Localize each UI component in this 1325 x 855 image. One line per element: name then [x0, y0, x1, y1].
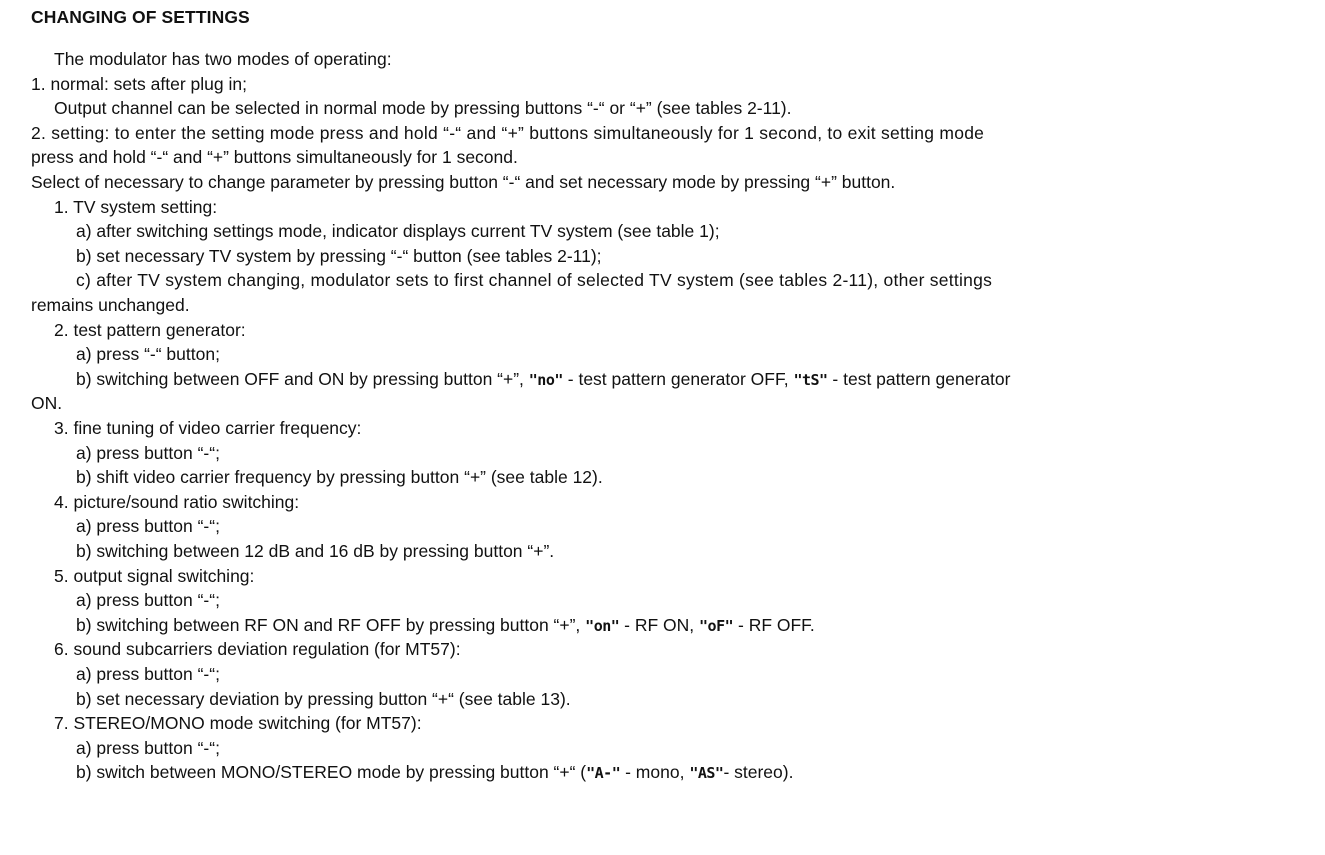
item-output-heading: 5. output signal switching:: [54, 566, 255, 586]
item-fine-tuning-heading: 3. fine tuning of video carrier frequency:: [54, 418, 362, 438]
display-code-of: "oF": [699, 617, 734, 635]
select-parameter-line: Select of necessary to change parameter by pressing button “-“ and set necessary mode by pressing “+” button.: [31, 172, 896, 192]
item-ratio-step-b: b) switching between 12 dB and 16 dB by pressing button “+”.: [76, 541, 555, 561]
item-test-pattern-heading: 2. test pattern generator:: [54, 320, 246, 340]
item-output-step-b: b) switching between RF ON and RF OFF by pressing button “+”, "on" - RF ON, "oF" - RF OFF.: [76, 615, 815, 635]
item-test-pattern-step-b-cont: ON.: [31, 393, 63, 413]
item-ratio-step-a: a) press button “-“;: [76, 516, 220, 536]
item-tv-system-step-c-cont: remains unchanged.: [31, 295, 190, 315]
item-tv-system-step-b: b) set necessary TV system by pressing “-“ button (see tables 2-11);: [76, 246, 602, 266]
item-fine-tuning-step-a: a) press button “-“;: [76, 443, 220, 463]
normal-mode-line: 1. normal: sets after plug in;: [31, 74, 247, 94]
item-tv-system-step-a: a) after switching settings mode, indicator displays current TV system (see table 1);: [76, 221, 720, 241]
item-output-step-a: a) press button “-“;: [76, 590, 220, 610]
display-code-no: "no": [528, 371, 563, 389]
item-ratio-heading: 4. picture/sound ratio switching:: [54, 492, 300, 512]
setting-mode-line-cont: press and hold “-“ and “+” buttons simultaneously for 1 second.: [31, 147, 518, 167]
item-deviation-heading: 6. sound subcarriers deviation regulation (for MT57):: [54, 639, 461, 659]
item-stereo-mono-step-a: a) press button “-“;: [76, 738, 220, 758]
item-deviation-step-b: b) set necessary deviation by pressing button “+“ (see table 13).: [76, 689, 571, 709]
item-test-pattern-step-b: b) switching between OFF and ON by pressing button “+”, "no" - test pattern generator OFF, "tS" - test pattern generator: [76, 369, 1011, 389]
item-tv-system-step-c: c) after TV system changing, modulator sets to first channel of selected TV system (see tables 2-11), other settings: [76, 270, 993, 290]
item-stereo-mono-step-b: b) switch between MONO/STEREO mode by pressing button “+“ ("A-" - mono, "AS"- stereo).: [76, 762, 794, 782]
display-code-on: "on": [585, 617, 620, 635]
item-test-pattern-step-a: a) press “-“ button;: [76, 344, 220, 364]
display-code-as: "AS": [689, 764, 724, 782]
intro-modes-line: The modulator has two modes of operating:: [54, 49, 392, 69]
item-stereo-mono-heading: 7. STEREO/MONO mode switching (for MT57):: [54, 713, 422, 733]
item-fine-tuning-step-b: b) shift video carrier frequency by pressing button “+” (see table 12).: [76, 467, 603, 487]
item-tv-system-heading: 1. TV system setting:: [54, 197, 218, 217]
display-code-ts: "tS": [793, 371, 828, 389]
setting-mode-line: 2. setting: to enter the setting mode press and hold “-“ and “+” buttons simultaneously for 1 second, to exit setting mode: [31, 123, 985, 143]
item-deviation-step-a: a) press button “-“;: [76, 664, 220, 684]
normal-mode-detail: Output channel can be selected in normal mode by pressing buttons “-“ or “+” (see tables 2-11).: [54, 98, 792, 118]
display-code-a-dash: "A-": [586, 764, 621, 782]
section-title: CHANGING OF SETTINGS: [31, 7, 250, 27]
